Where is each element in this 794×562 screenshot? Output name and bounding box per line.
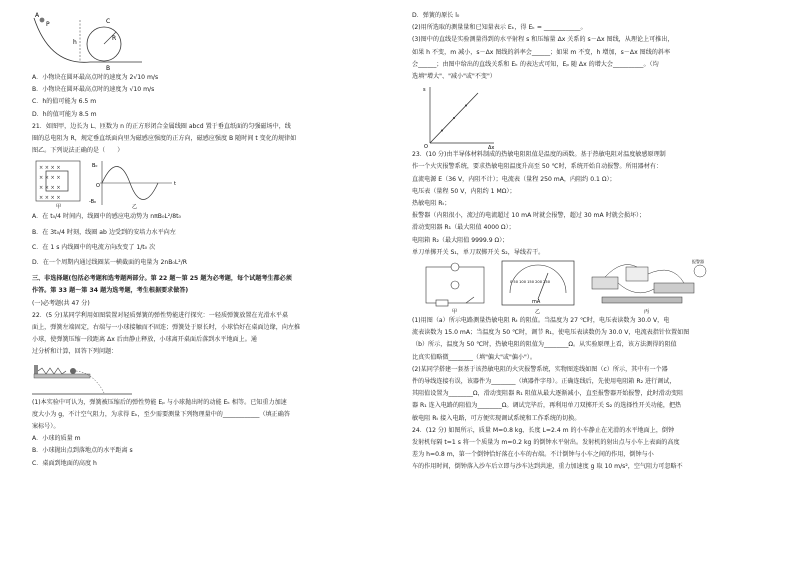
section3-heading-1: 三、非选择题(包括必考题和选考题两部分。第 22 题～第 25 题为必考题，每个试题考生都必须 (32, 275, 292, 283)
right-column (412, 10, 767, 552)
fig-label-jia2: 甲 (452, 309, 458, 316)
meter-scale: 0 50 100 150 200 250 (510, 280, 551, 285)
svg-text:× × × ×: × × × × (39, 175, 61, 182)
q22-stem-4: 过分析和计算，回答下列问题： (32, 348, 118, 356)
q23-line-6: 报警器（内阻很小，流过的电流超过 10 mA 时就会报警，超过 30 mA 时就会损坏）； (412, 212, 646, 220)
q22-part3-4: 选填"增大"、"减小"或"不变"） (412, 73, 496, 81)
q23-line-1: 23．(10 分)由半导体材料制成的热敏电阻阻值是温度的函数。基于热敏电阻对温度敏感原理制 (412, 151, 666, 159)
fig-label-yi2: 乙 (535, 309, 541, 316)
q23-line-2: 作一个火灾报警系统，要求热敏电阻温度升高至 50 ℃时，系统开始自动报警。所用器材有： (412, 163, 663, 171)
left-column (32, 10, 382, 552)
q23-part2-3: 其阻值设置为________Ω，滑动变阻器 R₁ 阻值从最大逐渐减小，直至报警器开始报警，此时滑动变阻 (412, 390, 684, 398)
svg-text:× × × ×: × × × × (39, 195, 61, 202)
label-h: h (73, 39, 77, 46)
q22-part3-2: 如果 h 不变，m 减小，s－Δx 图线的斜率会______；如果 m 不变，h 增加，s－Δx 图线的斜率 (412, 48, 671, 56)
q20-option-a: A．小物块在圆环最高点时的速度为 2√10 m/s (32, 74, 159, 81)
fig-label-yi: 乙 (132, 204, 138, 210)
q23-part2-4: 器 R₁ 连入电路的阻值为________Ω。调试完毕后，再利用单刀双掷开关 S₂ 的选择性开关功能，把热 (412, 402, 682, 410)
q22-option-b: B．小球抛出点到落地点的水平距离 s (32, 447, 133, 455)
q22-option-d: D．弹簧的原长 l₀ (412, 12, 460, 19)
fig-label-B0: B₀ (92, 163, 98, 170)
q23-part1-1: (1)用图（a）所示电路测量热敏电阻 Rₜ 的阻值。当温度为 27 ℃时，电压表读数为 30.0 V，电 (412, 317, 670, 325)
graph-label-s: s (423, 87, 426, 94)
q22-part1-2: 度大小为 g，不计空气阻力，为求得 Eₖ，至少需要测量下列物理量中的____________（填正确答 (32, 410, 290, 418)
q21-option-b: B．在 3t₀/4 时刻，线圈 ab 边受到的安培力水平向左 (32, 228, 176, 236)
q23-line-7: 滑动变阻器 R₁（最大阻值 4000 Ω）； (412, 224, 515, 232)
q21-figure (32, 157, 182, 209)
q21-stem-1: 21．如图甲，边长为 L、匝数为 n 的正方形闭合金属线圈 abcd 置于垂直纸面的匀强磁场中，线 (32, 122, 291, 130)
q22-stem-1: 22．(5 分)某同学利用如图装置对轻质弹簧的弹性势能进行探究：一轻质弹簧放置在光滑水平桌 (32, 311, 288, 319)
q23-line-3: 直流电源 E（36 V，内阻不计）；电流表（量程 250 mA，内阻约 0.1 Ω）； (412, 175, 616, 183)
q22-part1-3: 案标号）。 (32, 423, 60, 431)
fig-label-t: t (174, 181, 176, 188)
q24-line-1: 24．(12 分) 如图所示，质量 M=0.8 kg、长度 L=2.4 m 的小车静止在光滑的水平地面上，倒钟 (412, 426, 675, 434)
q22-stem-3: 小球，使弹簧压缩一段距离 Δx 后由静止释放，小球离开桌面后落到水平地面上。通 (32, 336, 257, 344)
q21-option-d: D．在一个周期内通过线圈某一横截面的电量为 2nB₀L²/R (32, 259, 187, 267)
q24-line-2: 发射机每隔 t=1 s 将一个质量为 m=0.2 kg 的倒钟水平射出。发射机的射出点与小车上表面的高度 (412, 439, 680, 447)
svg-text:× × × ×: × × × × (39, 165, 61, 172)
q23-figures (422, 259, 722, 315)
q23-line-5: 热敏电阻 Rₜ； (412, 200, 451, 208)
alarm-label: 报警器 (692, 259, 704, 265)
q20-option-d: D．h的值可能为 8.5 m (32, 110, 97, 118)
q20-option-b: B．小物块在圆环最高点时的速度为 √10 m/s (32, 86, 155, 94)
fig-label-neg-B0: -B₀ (89, 199, 97, 206)
q22-stem-2: 面上，弹簧左端固定，右端与一小球接触而不固连；弹簧处于原长时，小球恰好在桌面边缘，向左推 (32, 324, 301, 332)
fig-label-bing: 丙 (644, 309, 650, 316)
label-P: P (46, 21, 50, 28)
q23-part2-2: 件的导线连接有误，该器件为________（填器件字母）。正确连线后，先使用电阻箱 R₂ 进行调试， (412, 378, 676, 386)
q22-option-a: A．小球的质量 m (32, 435, 81, 443)
svg-text:× × × ×: × × × × (39, 185, 61, 192)
graph-label-O: O (424, 144, 428, 150)
graph-label-dx: Δx (488, 145, 495, 150)
label-R: R (112, 35, 117, 42)
q22-part3-3: 会______；由图中给出的直线关系和 Eₖ 的表达式可知，Eₚ 随 Δx 的增大会__________。（均 (412, 60, 659, 68)
q22-option-c: C．桌面到地面的高度 h (32, 459, 97, 467)
q23-part2-5: 敏电阻 Rₜ 接入电路，可方便实现调试系统和工作系统的切换。 (412, 414, 581, 422)
label-A: A (35, 12, 40, 19)
loop-track-figure (32, 10, 152, 72)
q23-part2-1: (2)某同学搭建一套基于该热敏电阻的火灾报警系统，实物图连线如图（c）所示，其中有一个器 (412, 365, 668, 373)
s-dx-graph (420, 83, 500, 149)
q21-option-c: C．在 1 s 内线圈中的电流方向改变了 1/t₀ 次 (32, 243, 156, 251)
q21-stem-3: 图乙。下列说法正确的是（ ） (32, 147, 124, 155)
q23-line-8: 电阻箱 R₂（最大阻值 9999.9 Ω）； (412, 236, 509, 244)
q21-option-a: A．在 t₀/4 时间内，线圈中的感应电动势为 nπB₀L²/8t₀ (32, 213, 181, 221)
label-C: C (106, 18, 111, 25)
meter-unit: mA (532, 299, 541, 306)
spring-table-figure (32, 359, 152, 397)
q23-part1-2: 流表读数为 15.0 mA；当温度为 50 ℃时，调节 R₁，使电压表读数仍为 30.0 V，电流表指针位置如图 (412, 329, 690, 337)
q23-part1-4: 比真实值略微________（填"偏大"或"偏小"）。 (412, 353, 536, 361)
q24-line-4: 车的作用时间，倒钟落入沙车后立即与沙车达到共速，重力加速度 g 取 10 m/s²，空气阻力可忽略不 (412, 463, 683, 471)
section3-heading-3: (一)必考题(共 47 分) (32, 299, 90, 307)
q23-line-9: 单刀单掷开关 S₁，单刀双掷开关 S₂，导线若干。 (412, 248, 545, 256)
q20-option-c: C．h的值可能为 6.5 m (32, 98, 97, 106)
fig-label-jia: 甲 (56, 204, 62, 210)
label-B: B (106, 65, 111, 72)
q22-part2: (2)用所选取的测量量和已知量表示 Eₖ，得 Eₖ = ____________。 (412, 24, 587, 32)
fig-label-O: O (96, 183, 100, 190)
section3-heading-2: 作答。第 33 题～第 34 题为选考题，考生根据要求做答) (32, 287, 189, 295)
q22-part1-1: (1)本实验中可认为，弹簧被压缩后的弹性势能 Eₚ 与小球抛出时的动能 Eₖ 相等。已知重力加速 (32, 398, 287, 406)
q24-line-3: 差为 h=0.8 m，第一个倒钟恰好落在小车的右端。不计倒钟与小车之间的作用，倒钟与小 (412, 451, 654, 459)
q22-part3-1: (3)图中的直线是实验测量得到的水平射程 s 和压缩量 Δx 关系的 s－Δx 图线，从理论上可推出， (412, 36, 674, 44)
q23-line-4: 电压表（量程 50 V，内阻约 1 MΩ）； (412, 187, 516, 195)
q23-part1-3: （b）所示，温度为 50 ℃时，热敏电阻的阻值为________Ω。从实验原理上看，该方法测得的阻值 (412, 341, 677, 349)
q21-stem-2: 圈的总电阻为 R，规定垂直纸面向里为磁感应强度的正方向，磁感应强度 B 随时间 t 变化的规律如 (32, 135, 297, 143)
